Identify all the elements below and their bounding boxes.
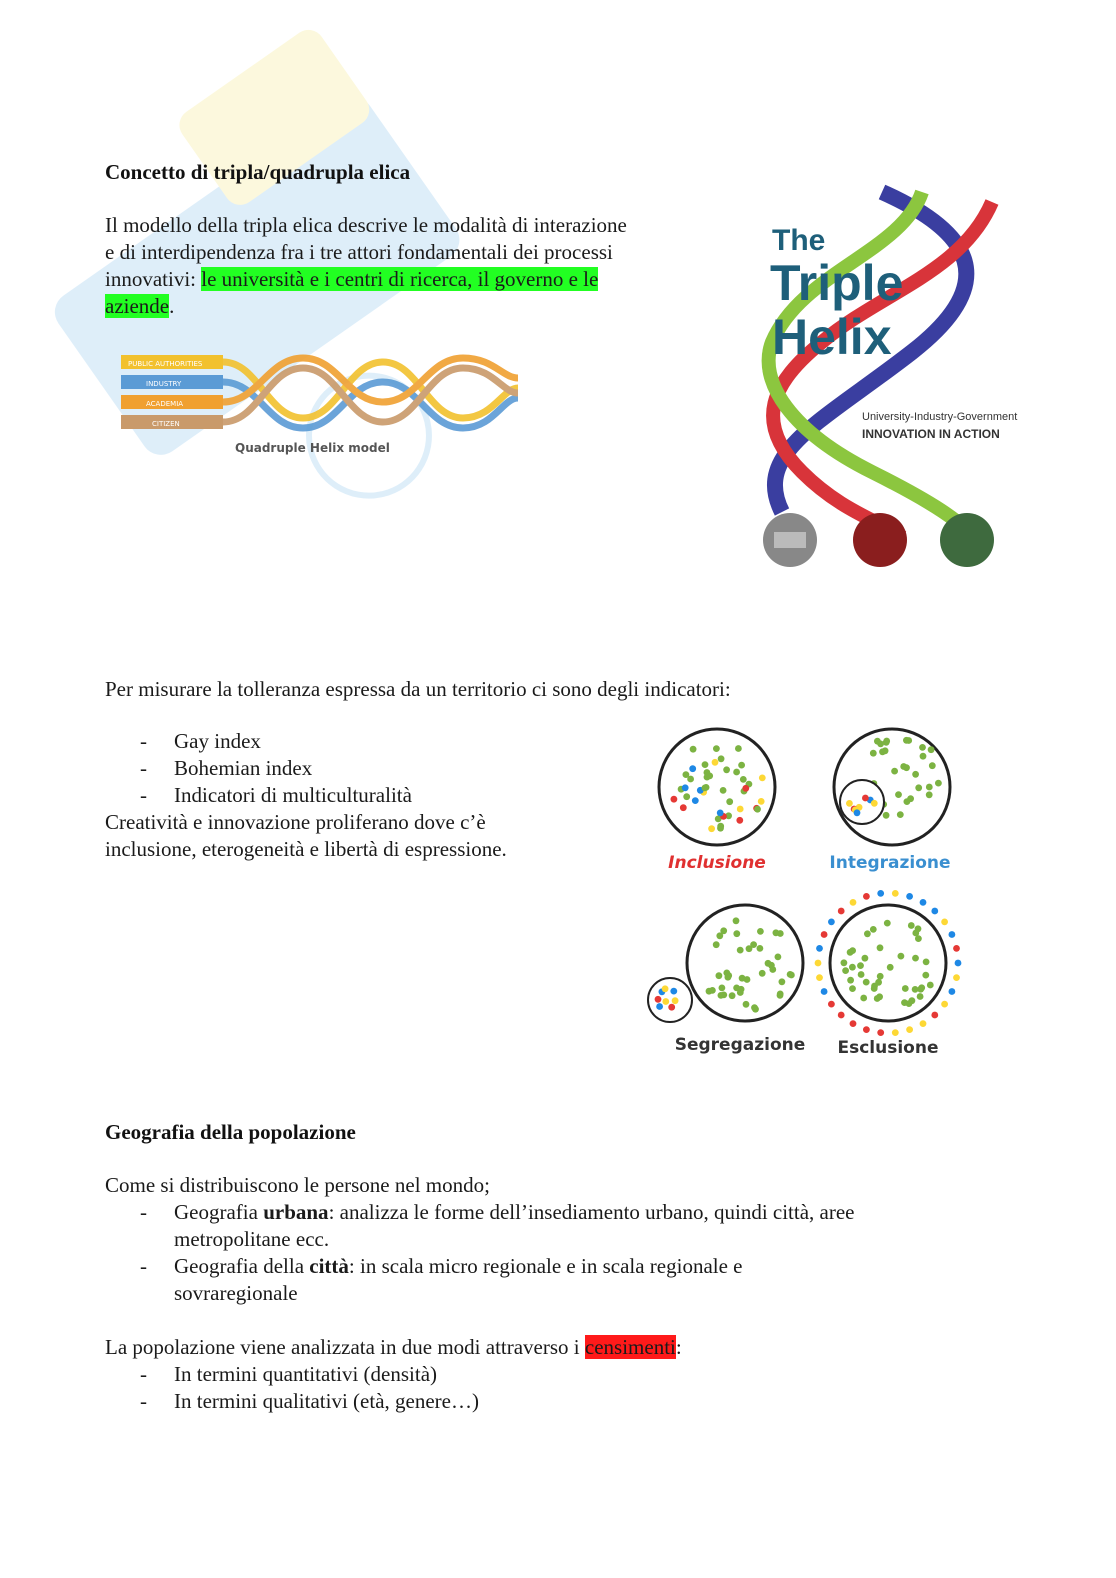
label-inclusione: Inclusione bbox=[668, 853, 766, 873]
population-dot bbox=[931, 1012, 938, 1019]
population-dot bbox=[713, 941, 720, 948]
population-dot bbox=[858, 971, 865, 978]
label-segregazione: Segregazione bbox=[674, 1035, 806, 1055]
population-dot bbox=[828, 919, 835, 926]
graduation-photo-icon bbox=[853, 513, 907, 567]
population-dot bbox=[850, 899, 857, 906]
population-dot bbox=[671, 796, 678, 803]
population-dot bbox=[862, 955, 869, 962]
population-dot bbox=[759, 775, 766, 782]
population-dot bbox=[892, 1029, 899, 1036]
population-dot bbox=[737, 806, 744, 813]
population-dot bbox=[935, 780, 942, 787]
population-dot bbox=[895, 791, 902, 798]
population-dot bbox=[949, 988, 956, 995]
population-dot bbox=[877, 890, 884, 897]
population-dot bbox=[680, 804, 687, 811]
segregation-small-circle bbox=[648, 978, 692, 1022]
circuit-photo-icon bbox=[940, 513, 994, 567]
population-dot bbox=[857, 962, 864, 969]
population-dot bbox=[841, 959, 848, 966]
population-dot bbox=[882, 747, 889, 754]
paragraph-line: Il modello della tripla elica descrive le modalità di interazione bbox=[105, 213, 627, 237]
population-dot bbox=[733, 917, 740, 924]
population-dot bbox=[838, 908, 845, 915]
list-dash: - bbox=[140, 1362, 147, 1386]
population-dot bbox=[863, 979, 870, 986]
label-industry: INDUSTRY bbox=[146, 380, 182, 388]
population-dot bbox=[757, 945, 764, 952]
population-dot bbox=[743, 1001, 750, 1008]
population-dot bbox=[736, 817, 743, 824]
cover-subtitle-2: INNOVATION IN ACTION bbox=[862, 427, 1000, 441]
population-dot bbox=[876, 993, 883, 1000]
population-dot bbox=[735, 745, 742, 752]
population-dot bbox=[926, 784, 933, 791]
population-dot bbox=[927, 982, 934, 989]
population-dot bbox=[704, 774, 711, 781]
highlighted-text: le università e i centri di ricerca, il governo e le bbox=[201, 267, 599, 291]
list-dash: - bbox=[140, 783, 147, 807]
population-dot bbox=[709, 987, 716, 994]
population-dot bbox=[717, 825, 724, 832]
helix-paragraph bbox=[105, 212, 745, 320]
paragraph-line: inclusione, eterogeneità e libertà di espressione. bbox=[105, 837, 507, 861]
cover-title-the: The bbox=[772, 224, 826, 257]
population-dot bbox=[757, 928, 764, 935]
population-dot bbox=[850, 1020, 857, 1027]
population-dot bbox=[912, 930, 919, 937]
population-dot bbox=[849, 985, 856, 992]
population-dot bbox=[912, 771, 919, 778]
population-dot bbox=[720, 927, 727, 934]
population-dot bbox=[723, 766, 730, 773]
cover-subtitle-1: University-Industry-Government bbox=[862, 411, 1018, 423]
cover-title-helix: Helix bbox=[772, 309, 892, 365]
text-span: : in scala micro regionale e in scala regionale e bbox=[348, 1254, 743, 1278]
census-paragraph bbox=[105, 1334, 682, 1361]
population-dot bbox=[746, 945, 753, 952]
population-dot bbox=[870, 750, 877, 757]
list-item-text: Bohemian index bbox=[174, 756, 313, 780]
list-item-text bbox=[174, 1253, 743, 1280]
inclusion-diagram bbox=[640, 720, 970, 1065]
population-dot bbox=[871, 800, 878, 807]
population-dot bbox=[738, 986, 745, 993]
paragraph-line bbox=[105, 266, 745, 293]
paragraph-line bbox=[105, 293, 745, 320]
population-dot bbox=[920, 899, 927, 906]
list-item-text: Gay index bbox=[174, 729, 261, 753]
population-dot bbox=[737, 947, 744, 954]
population-dot bbox=[713, 745, 720, 752]
label-citizen: CITIZEN bbox=[152, 420, 180, 428]
population-dot bbox=[662, 985, 669, 992]
population-dot bbox=[926, 791, 933, 798]
population-dot bbox=[690, 746, 697, 753]
population-dot bbox=[716, 972, 723, 979]
population-dot bbox=[863, 1026, 870, 1033]
text-span: La popolazione viene analizzata in due modi attraverso i bbox=[105, 1335, 585, 1359]
section-heading-population: Geografia della popolazione bbox=[105, 1120, 356, 1144]
population-dot bbox=[877, 944, 884, 951]
population-dot bbox=[712, 759, 719, 766]
population-dot bbox=[655, 996, 662, 1003]
population-dot bbox=[918, 984, 925, 991]
bold-term: urbana bbox=[263, 1200, 329, 1224]
population-dot bbox=[815, 960, 822, 967]
population-dot bbox=[689, 765, 696, 772]
population-dot bbox=[929, 762, 936, 769]
population-dot bbox=[787, 971, 794, 978]
population-dot bbox=[906, 893, 913, 900]
cover-title-triple: Triple bbox=[770, 255, 904, 311]
population-dot bbox=[846, 800, 853, 807]
text-span: : analizza le forme dell’insediamento urbano, quindi città, aree bbox=[328, 1200, 855, 1224]
list-dash: - bbox=[140, 729, 147, 753]
population-dot bbox=[687, 776, 694, 783]
quadruple-helix-caption: Quadruple Helix model bbox=[235, 441, 390, 455]
population-dot bbox=[740, 776, 747, 783]
population-dot bbox=[931, 908, 938, 915]
highlighted-text: censimenti bbox=[584, 1335, 676, 1359]
population-dot bbox=[717, 810, 724, 817]
population-dot bbox=[860, 995, 867, 1002]
population-dot bbox=[871, 985, 878, 992]
population-dot bbox=[915, 784, 922, 791]
population-dot bbox=[769, 966, 776, 973]
population-dot bbox=[862, 795, 869, 802]
population-dot bbox=[775, 954, 782, 961]
population-dot bbox=[759, 970, 766, 977]
bold-term: città bbox=[309, 1254, 349, 1278]
population-dot bbox=[949, 931, 956, 938]
population-dot bbox=[692, 797, 699, 804]
quadruple-helix-image bbox=[118, 348, 528, 463]
triple-helix-book-cover bbox=[762, 192, 1018, 568]
population-dot bbox=[725, 974, 732, 981]
population-dot bbox=[656, 1003, 663, 1010]
population-dot bbox=[849, 947, 856, 954]
list-item-text: In termini qualitativi (età, genere…) bbox=[174, 1389, 479, 1413]
population-dot bbox=[955, 960, 962, 967]
population-dot bbox=[668, 1004, 675, 1011]
population-dot bbox=[821, 931, 828, 938]
section-heading-helix: Concetto di tripla/quadrupla elica bbox=[105, 160, 411, 184]
list-dash: - bbox=[140, 1389, 147, 1413]
population-dot bbox=[752, 1006, 759, 1013]
label-public-authorities: PUBLIC AUTHORITIES bbox=[128, 360, 203, 368]
population-dot bbox=[909, 997, 916, 1004]
population-dot bbox=[683, 793, 690, 800]
population-dot bbox=[758, 798, 765, 805]
population-dot bbox=[842, 967, 849, 974]
list-item-text: Indicatori di multiculturalità bbox=[174, 783, 412, 807]
population-dot bbox=[908, 922, 915, 929]
population-dot bbox=[733, 930, 740, 937]
population-dot bbox=[912, 955, 919, 962]
paragraph-line: Creatività e innovazione proliferano dove c’è bbox=[105, 810, 486, 834]
list-item-text: In termini quantitativi (densità) bbox=[174, 1362, 438, 1386]
list-dash: - bbox=[140, 756, 147, 780]
population-dot bbox=[828, 1001, 835, 1008]
population-dot bbox=[884, 920, 891, 927]
population-dot bbox=[816, 974, 823, 981]
text-span: Geografia della bbox=[174, 1254, 310, 1278]
population-dot bbox=[702, 785, 709, 792]
population-dot bbox=[838, 1012, 845, 1019]
population-dot bbox=[864, 930, 871, 937]
label-integrazione: Integrazione bbox=[829, 853, 951, 873]
text-span: : bbox=[675, 1335, 682, 1359]
population-dot bbox=[773, 929, 780, 936]
population-dot bbox=[854, 809, 861, 816]
population-dot bbox=[672, 997, 679, 1004]
population-dot bbox=[903, 737, 910, 744]
population-dot bbox=[904, 798, 911, 805]
list-item-text: metropolitane ecc. bbox=[174, 1227, 330, 1251]
population-intro: Come si distribuiscono le persone nel mondo; bbox=[105, 1173, 490, 1197]
population-dot bbox=[719, 985, 726, 992]
text-span: Geografia bbox=[174, 1200, 264, 1224]
population-dot bbox=[883, 812, 890, 819]
population-dot bbox=[898, 953, 905, 960]
population-dot bbox=[821, 988, 828, 995]
population-dot bbox=[922, 972, 929, 979]
population-dot bbox=[779, 978, 786, 985]
population-dot bbox=[917, 993, 924, 1000]
list-dash: - bbox=[140, 1200, 147, 1224]
population-dot bbox=[708, 825, 715, 832]
label-academia: ACADEMIA bbox=[146, 400, 184, 408]
population-dot bbox=[897, 811, 904, 818]
population-dot bbox=[877, 1029, 884, 1036]
population-dot bbox=[777, 991, 784, 998]
population-dot bbox=[891, 768, 898, 775]
population-dot bbox=[892, 890, 899, 897]
population-dot bbox=[953, 945, 960, 952]
population-dot bbox=[720, 787, 727, 794]
population-dot bbox=[928, 746, 935, 753]
population-dot bbox=[875, 979, 882, 986]
population-dot bbox=[754, 806, 761, 813]
population-dot bbox=[702, 761, 709, 768]
population-dot bbox=[877, 973, 884, 980]
population-dot bbox=[662, 998, 669, 1005]
paragraph-line: e di interdipendenza fra i tre attori fondamentali dei processi bbox=[105, 240, 613, 264]
population-dot bbox=[682, 784, 689, 791]
population-dot bbox=[870, 926, 877, 933]
population-dot bbox=[720, 992, 727, 999]
list-item-text bbox=[174, 1199, 855, 1226]
tolerance-intro: Per misurare la tolleranza espressa da un territorio ci sono degli indicatori: bbox=[105, 677, 731, 701]
population-dot bbox=[849, 964, 856, 971]
list-dash: - bbox=[140, 1254, 147, 1278]
population-dot bbox=[739, 975, 746, 982]
population-dot bbox=[941, 919, 948, 926]
population-dot bbox=[920, 753, 927, 760]
population-dot bbox=[670, 988, 677, 995]
population-dot bbox=[738, 762, 745, 769]
population-dot bbox=[906, 1026, 913, 1033]
population-dot bbox=[726, 798, 733, 805]
population-dot bbox=[883, 739, 890, 746]
population-dot bbox=[919, 744, 926, 751]
population-dot bbox=[816, 945, 823, 952]
list-item-text: sovraregionale bbox=[174, 1281, 298, 1305]
population-dot bbox=[953, 974, 960, 981]
creativity-paragraph bbox=[105, 809, 507, 863]
population-dot bbox=[920, 1020, 927, 1027]
population-dot bbox=[729, 992, 736, 999]
population-dot bbox=[742, 785, 749, 792]
population-dot bbox=[733, 769, 740, 776]
population-dot bbox=[718, 755, 725, 762]
population-dot bbox=[941, 1001, 948, 1008]
label-esclusione: Esclusione bbox=[837, 1038, 939, 1058]
population-dot bbox=[903, 764, 910, 771]
population-dot bbox=[901, 999, 908, 1006]
population-dot bbox=[902, 985, 909, 992]
population-dot bbox=[887, 964, 894, 971]
population-dot bbox=[923, 959, 930, 966]
population-dot bbox=[847, 977, 854, 984]
highlighted-text: aziende bbox=[105, 294, 170, 318]
population-dot bbox=[863, 893, 870, 900]
text-span: innovativi: bbox=[105, 267, 202, 291]
text-span: . bbox=[169, 294, 175, 318]
